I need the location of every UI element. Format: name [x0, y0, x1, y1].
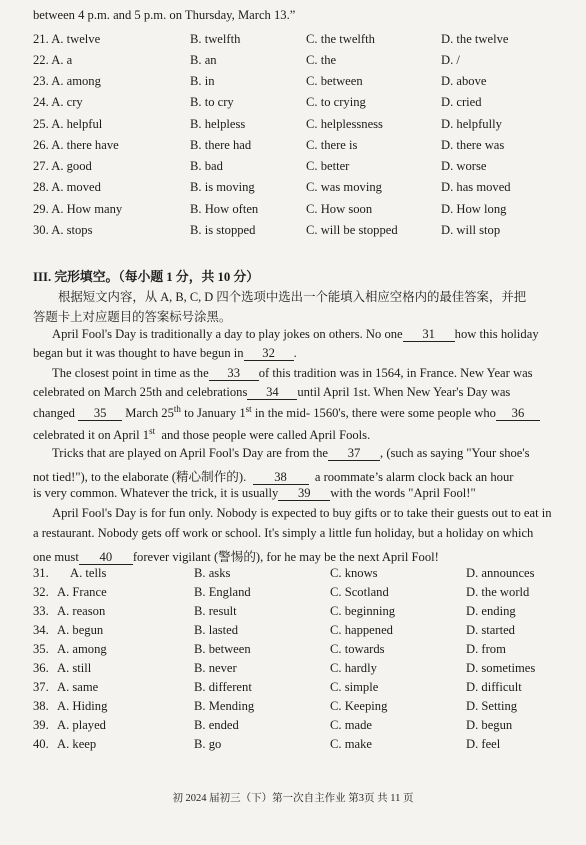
passage-line-8: not tied!"), to the elaborate (精心制作的). 38 a roommate’s alarm clock back an hour — [33, 470, 514, 484]
option-b[interactable]: B. Mending — [194, 699, 255, 713]
option-row-40 — [0, 737, 586, 755]
option-d[interactable]: D. has moved — [441, 180, 511, 194]
option-d[interactable]: D. above — [441, 74, 487, 88]
option-c[interactable]: C. better — [306, 159, 350, 173]
option-a[interactable]: 24. A. cry — [33, 95, 83, 109]
question-number: 37. — [33, 680, 49, 694]
option-a[interactable]: A. played — [57, 718, 106, 732]
option-a[interactable]: A. begun — [57, 623, 104, 637]
option-c[interactable]: C. there is — [306, 138, 358, 152]
option-row-21 — [0, 32, 586, 50]
passage-line-1: April Fool's Day is traditionally a day to play jokes on others. No one 31 how this holiday — [52, 327, 539, 341]
option-b[interactable]: B. result — [194, 604, 237, 618]
option-a[interactable]: A. keep — [57, 737, 97, 751]
option-a[interactable]: A. among — [57, 642, 107, 656]
option-d[interactable]: D. helpfully — [441, 117, 502, 131]
option-c[interactable]: C. made — [330, 718, 372, 732]
blank-34[interactable]: 34 — [247, 385, 297, 400]
option-a[interactable]: 27. A. good — [33, 159, 92, 173]
option-c[interactable]: C. to crying — [306, 95, 366, 109]
option-a[interactable]: A. reason — [57, 604, 106, 618]
option-row-35 — [0, 642, 586, 660]
option-a[interactable]: 29. A. How many — [33, 202, 123, 216]
top-line: between 4 p.m. and 5 p.m. on Thursday, March 13.” — [33, 8, 296, 22]
option-a[interactable]: A. tells — [70, 566, 107, 580]
question-number: 40. — [33, 737, 49, 751]
option-b[interactable]: B. lasted — [194, 623, 239, 637]
option-row-29 — [0, 202, 586, 220]
option-c[interactable]: C. was moving — [306, 180, 382, 194]
option-b[interactable]: B. between — [194, 642, 251, 656]
option-b[interactable]: B. in — [190, 74, 215, 88]
option-b[interactable]: B. different — [194, 680, 252, 694]
option-row-24 — [0, 95, 586, 113]
page-footer: 初 2024 届初三（下）第一次自主作业 第3页 共 11 页 — [172, 793, 414, 804]
instruction-line-2: 答题卡上对应题目的答案标号涂黑。 — [33, 310, 232, 324]
option-a[interactable]: 28. A. moved — [33, 180, 101, 194]
option-b[interactable]: B. never — [194, 661, 237, 675]
passage-line-6: celebrated it on April 1st and those people were called April Fools. — [33, 426, 371, 443]
option-d[interactable]: D. worse — [441, 159, 487, 173]
option-d[interactable]: D. feel — [466, 737, 501, 751]
option-c[interactable]: C. will be stopped — [306, 223, 398, 237]
option-row-25 — [0, 117, 586, 135]
section-title: III. 完形填空。（每小题 1 分，共 10 分） — [33, 270, 260, 284]
question-number: 38. — [33, 699, 49, 713]
option-d[interactable]: D. / — [441, 53, 460, 67]
option-row-38 — [0, 699, 586, 717]
option-b[interactable]: B. asks — [194, 566, 231, 580]
question-number: 36. — [33, 661, 49, 675]
blank-36[interactable]: 36 — [496, 406, 540, 421]
question-number: 35. — [33, 642, 49, 656]
option-a[interactable]: 25. A. helpful — [33, 117, 103, 131]
option-b[interactable]: B. bad — [190, 159, 223, 173]
option-d[interactable]: D. cried — [441, 95, 482, 109]
option-d[interactable]: D. Setting — [466, 699, 518, 713]
option-d[interactable]: D. How long — [441, 202, 507, 216]
option-row-33 — [0, 604, 586, 622]
question-number: 31. — [33, 566, 49, 580]
option-d[interactable]: D. announces — [466, 566, 535, 580]
option-b[interactable]: B. is stopped — [190, 223, 256, 237]
option-d[interactable]: D. there was — [441, 138, 505, 152]
option-a[interactable]: 22. A. a — [33, 53, 73, 67]
option-d[interactable]: D. begun — [466, 718, 513, 732]
option-row-26 — [0, 138, 586, 156]
option-c[interactable]: C. happened — [330, 623, 393, 637]
option-b[interactable]: B. is moving — [190, 180, 255, 194]
option-a[interactable]: A. France — [57, 585, 107, 599]
passage-line-2: began but it was thought to have begun in 32 . — [33, 346, 297, 360]
option-a[interactable]: 21. A. twelve — [33, 32, 101, 46]
option-a[interactable]: 26. A. there have — [33, 138, 119, 152]
option-row-31 — [0, 566, 586, 584]
option-c[interactable]: C. knows — [330, 566, 378, 580]
option-c[interactable]: C. How soon — [306, 202, 373, 216]
option-c[interactable]: C. Scotland — [330, 585, 389, 599]
passage-line-7: Tricks that are played on April Fool's Day are from the 37 , (such as saying "Your shoe's — [52, 446, 530, 460]
option-b[interactable]: B. England — [194, 585, 251, 599]
option-row-30 — [0, 223, 586, 241]
option-b[interactable]: B. there had — [190, 138, 252, 152]
blank-40[interactable]: 40 — [79, 550, 133, 565]
option-a[interactable]: 30. A. stops — [33, 223, 93, 237]
option-a[interactable]: 23. A. among — [33, 74, 101, 88]
question-number: 39. — [33, 718, 49, 732]
option-row-36 — [0, 661, 586, 679]
passage-line-5: changed 35 March 25th to January 1st in the mid- 1560's, there were some people who 36 — [33, 404, 555, 421]
option-d[interactable]: D. the twelve — [441, 32, 509, 46]
passage-line-10: April Fool's Day is for fun only. Nobody is expected to buy gifts or to take their guests out to eat in — [52, 506, 552, 520]
passage-line-3: The closest point in time as the 33 of this tradition was in 1564, in France. New Year was — [52, 366, 533, 380]
option-b[interactable]: B. go — [194, 737, 222, 751]
option-row-37 — [0, 680, 586, 698]
option-b[interactable]: B. an — [190, 53, 217, 67]
option-row-23 — [0, 74, 586, 92]
passage-line-4: celebrated on March 25th and celebrations 34 until April 1st. When New Year's Day was — [33, 385, 511, 399]
option-c[interactable]: C. hardly — [330, 661, 377, 675]
question-number: 32. — [33, 585, 49, 599]
option-c[interactable]: C. the — [306, 53, 337, 67]
option-c[interactable]: C. beginning — [330, 604, 396, 618]
passage-line-9: is very common. Whatever the trick, it is usually 39 with the words "April Fool!" — [33, 486, 476, 500]
option-b[interactable]: B. ended — [194, 718, 239, 732]
option-b[interactable]: B. How often — [190, 202, 259, 216]
instruction-line-1: 根据短文内容，从 A, B, C, D 四个选项中选出一个能填入相应空格内的最佳答案，并把 — [58, 290, 527, 304]
option-b[interactable]: B. helpless — [190, 117, 246, 131]
passage-line-12: one must 40 forever vigilant (警惕的), for he may be the next April Fool! — [33, 550, 439, 564]
blank-38[interactable]: 38 — [253, 470, 309, 485]
option-row-27 — [0, 159, 586, 177]
option-d[interactable]: D. the world — [466, 585, 530, 599]
option-d[interactable]: D. difficult — [466, 680, 522, 694]
option-d[interactable]: D. from — [466, 642, 506, 656]
option-d[interactable]: D. started — [466, 623, 515, 637]
option-d[interactable]: D. ending — [466, 604, 516, 618]
blank-31[interactable]: 31 — [403, 327, 455, 342]
blank-37[interactable]: 37 — [328, 446, 380, 461]
option-row-28 — [0, 180, 586, 198]
blank-35[interactable]: 35 — [78, 406, 122, 421]
option-a[interactable]: A. still — [57, 661, 92, 675]
option-row-34 — [0, 623, 586, 641]
blank-33[interactable]: 33 — [209, 366, 259, 381]
option-row-32 — [0, 585, 586, 603]
option-c[interactable]: C. the twelfth — [306, 32, 375, 46]
option-c[interactable]: C. between — [306, 74, 363, 88]
option-c[interactable]: C. simple — [330, 680, 379, 694]
blank-39[interactable]: 39 — [278, 486, 330, 501]
blank-32[interactable]: 32 — [244, 346, 294, 361]
option-b[interactable]: B. twelfth — [190, 32, 241, 46]
question-number: 33. — [33, 604, 49, 618]
option-a[interactable]: A. Hiding — [57, 699, 108, 713]
question-number: 34. — [33, 623, 49, 637]
option-d[interactable]: D. will stop — [441, 223, 501, 237]
option-row-39 — [0, 718, 586, 736]
option-b[interactable]: B. to cry — [190, 95, 234, 109]
option-d[interactable]: D. sometimes — [466, 661, 536, 675]
option-c[interactable]: C. make — [330, 737, 372, 751]
option-c[interactable]: C. Keeping — [330, 699, 388, 713]
passage-line-11: a restaurant. Nobody gets off work or school. It's simply a little fun holiday, but a holiday on which — [33, 526, 534, 540]
option-a[interactable]: A. same — [57, 680, 99, 694]
option-row-22 — [0, 53, 586, 71]
option-c[interactable]: C. helplessness — [306, 117, 383, 131]
option-c[interactable]: C. towards — [330, 642, 385, 656]
